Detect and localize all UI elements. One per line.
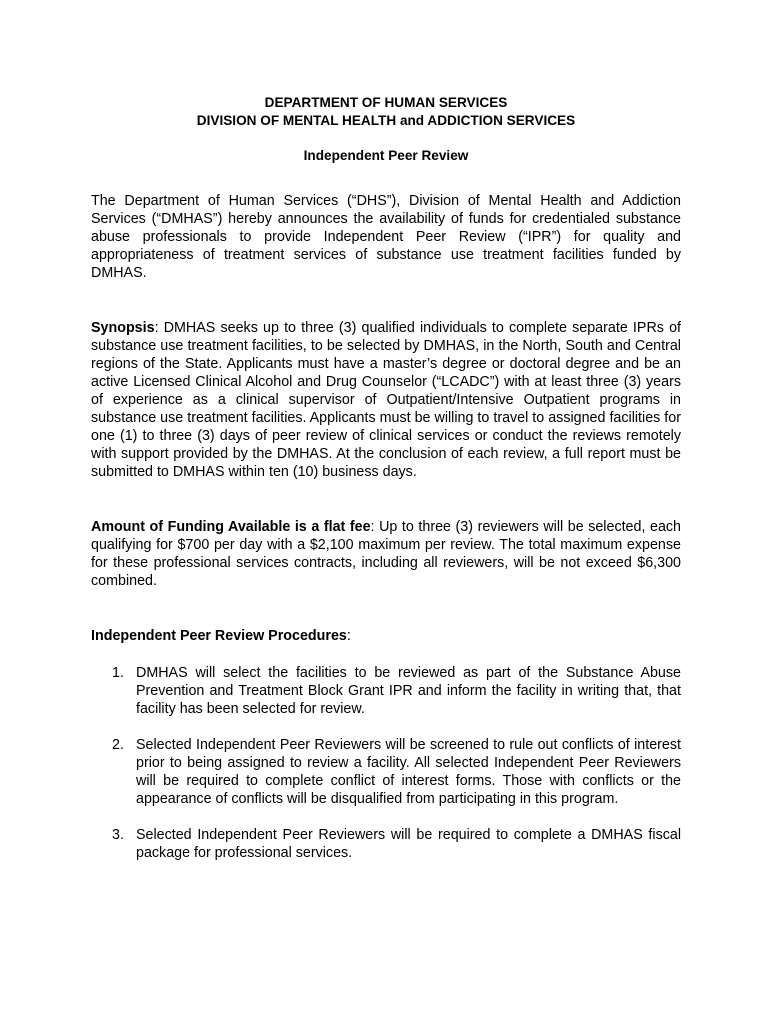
procedures-heading xyxy=(91,627,681,645)
synopsis-label: Synopsis xyxy=(91,320,155,336)
procedures-list xyxy=(91,664,681,862)
synopsis-paragraph xyxy=(91,319,681,481)
list-item xyxy=(91,664,681,718)
document-subtitle: Independent Peer Review xyxy=(303,148,469,163)
list-item-number: 1. xyxy=(112,665,124,681)
funding-paragraph xyxy=(91,518,681,590)
list-item-text: Selected Independent Peer Reviewers will be screened to rule out conflicts of interest prior to being assigned to review a facility. All selected Independent Peer Reviewers will be required to complete conflict of interest forms. Those with conflicts or the appearance of conflicts will be disqualified from participating in this program. xyxy=(136,737,681,807)
list-item-text: DMHAS will select the facilities to be reviewed as part of the Substance Abuse Prevention and Treatment Block Grant IPR and inform the facility in writing that, that facility has been selected for review. xyxy=(136,665,681,717)
intro-paragraph: The Department of Human Services (“DHS”), Division of Mental Health and Addiction Services (“DMHAS”) hereby announces the availability of funds for credentialed substance abuse professionals to provide Independent Peer Review (“IPR”) for quality and appropriateness of treatment services of substance use treatment facilities funded by DMHAS. xyxy=(91,193,681,281)
procedures-suffix: : xyxy=(346,628,351,644)
document-page xyxy=(91,94,681,880)
procedures-label: Independent Peer Review Procedures xyxy=(91,628,347,644)
division-heading: DIVISION OF MENTAL HEALTH and ADDICTION SERVICES xyxy=(196,113,576,128)
list-item xyxy=(91,736,681,808)
list-item-text: Selected Independent Peer Reviewers will be required to complete a DMHAS fiscal package for professional services. xyxy=(136,827,681,861)
list-item-number: 3. xyxy=(112,827,124,843)
synopsis-text: : DMHAS seeks up to three (3) qualified individuals to complete separate IPRs of substance use treatment facilities, to be selected by DMHAS, in the North, South and Central regions of the State. Applicants must have a master’s degree or doctoral degree and be an active Licensed Clinical Alcohol and Drug Counselor (“LCADC”) with at least three (3) years of experience as a clinical supervisor of Outpatient/Intensive Outpatient programs in substance use treatment facilities. Applicants must be willing to travel to assigned facilities for one (1) to three (3) days of peer review of clinical services or conduct the reviews remotely with support provided by the DMHAS. At the conclusion of each review, a full report must be submitted to DMHAS within ten (10) business days. xyxy=(91,320,681,480)
funding-text: : Up to three (3) reviewers will be selected, each qualifying for $700 per day with a $2,100 maximum per review. The total maximum expense for these professional services contracts, including all reviewers, will be not exceed $6,300 combined. xyxy=(91,519,682,589)
list-item xyxy=(91,826,681,862)
funding-label: Amount of Funding Available is a flat fee xyxy=(91,519,371,535)
department-heading: DEPARTMENT OF HUMAN SERVICES xyxy=(264,95,508,110)
list-item-number: 2. xyxy=(112,737,124,753)
